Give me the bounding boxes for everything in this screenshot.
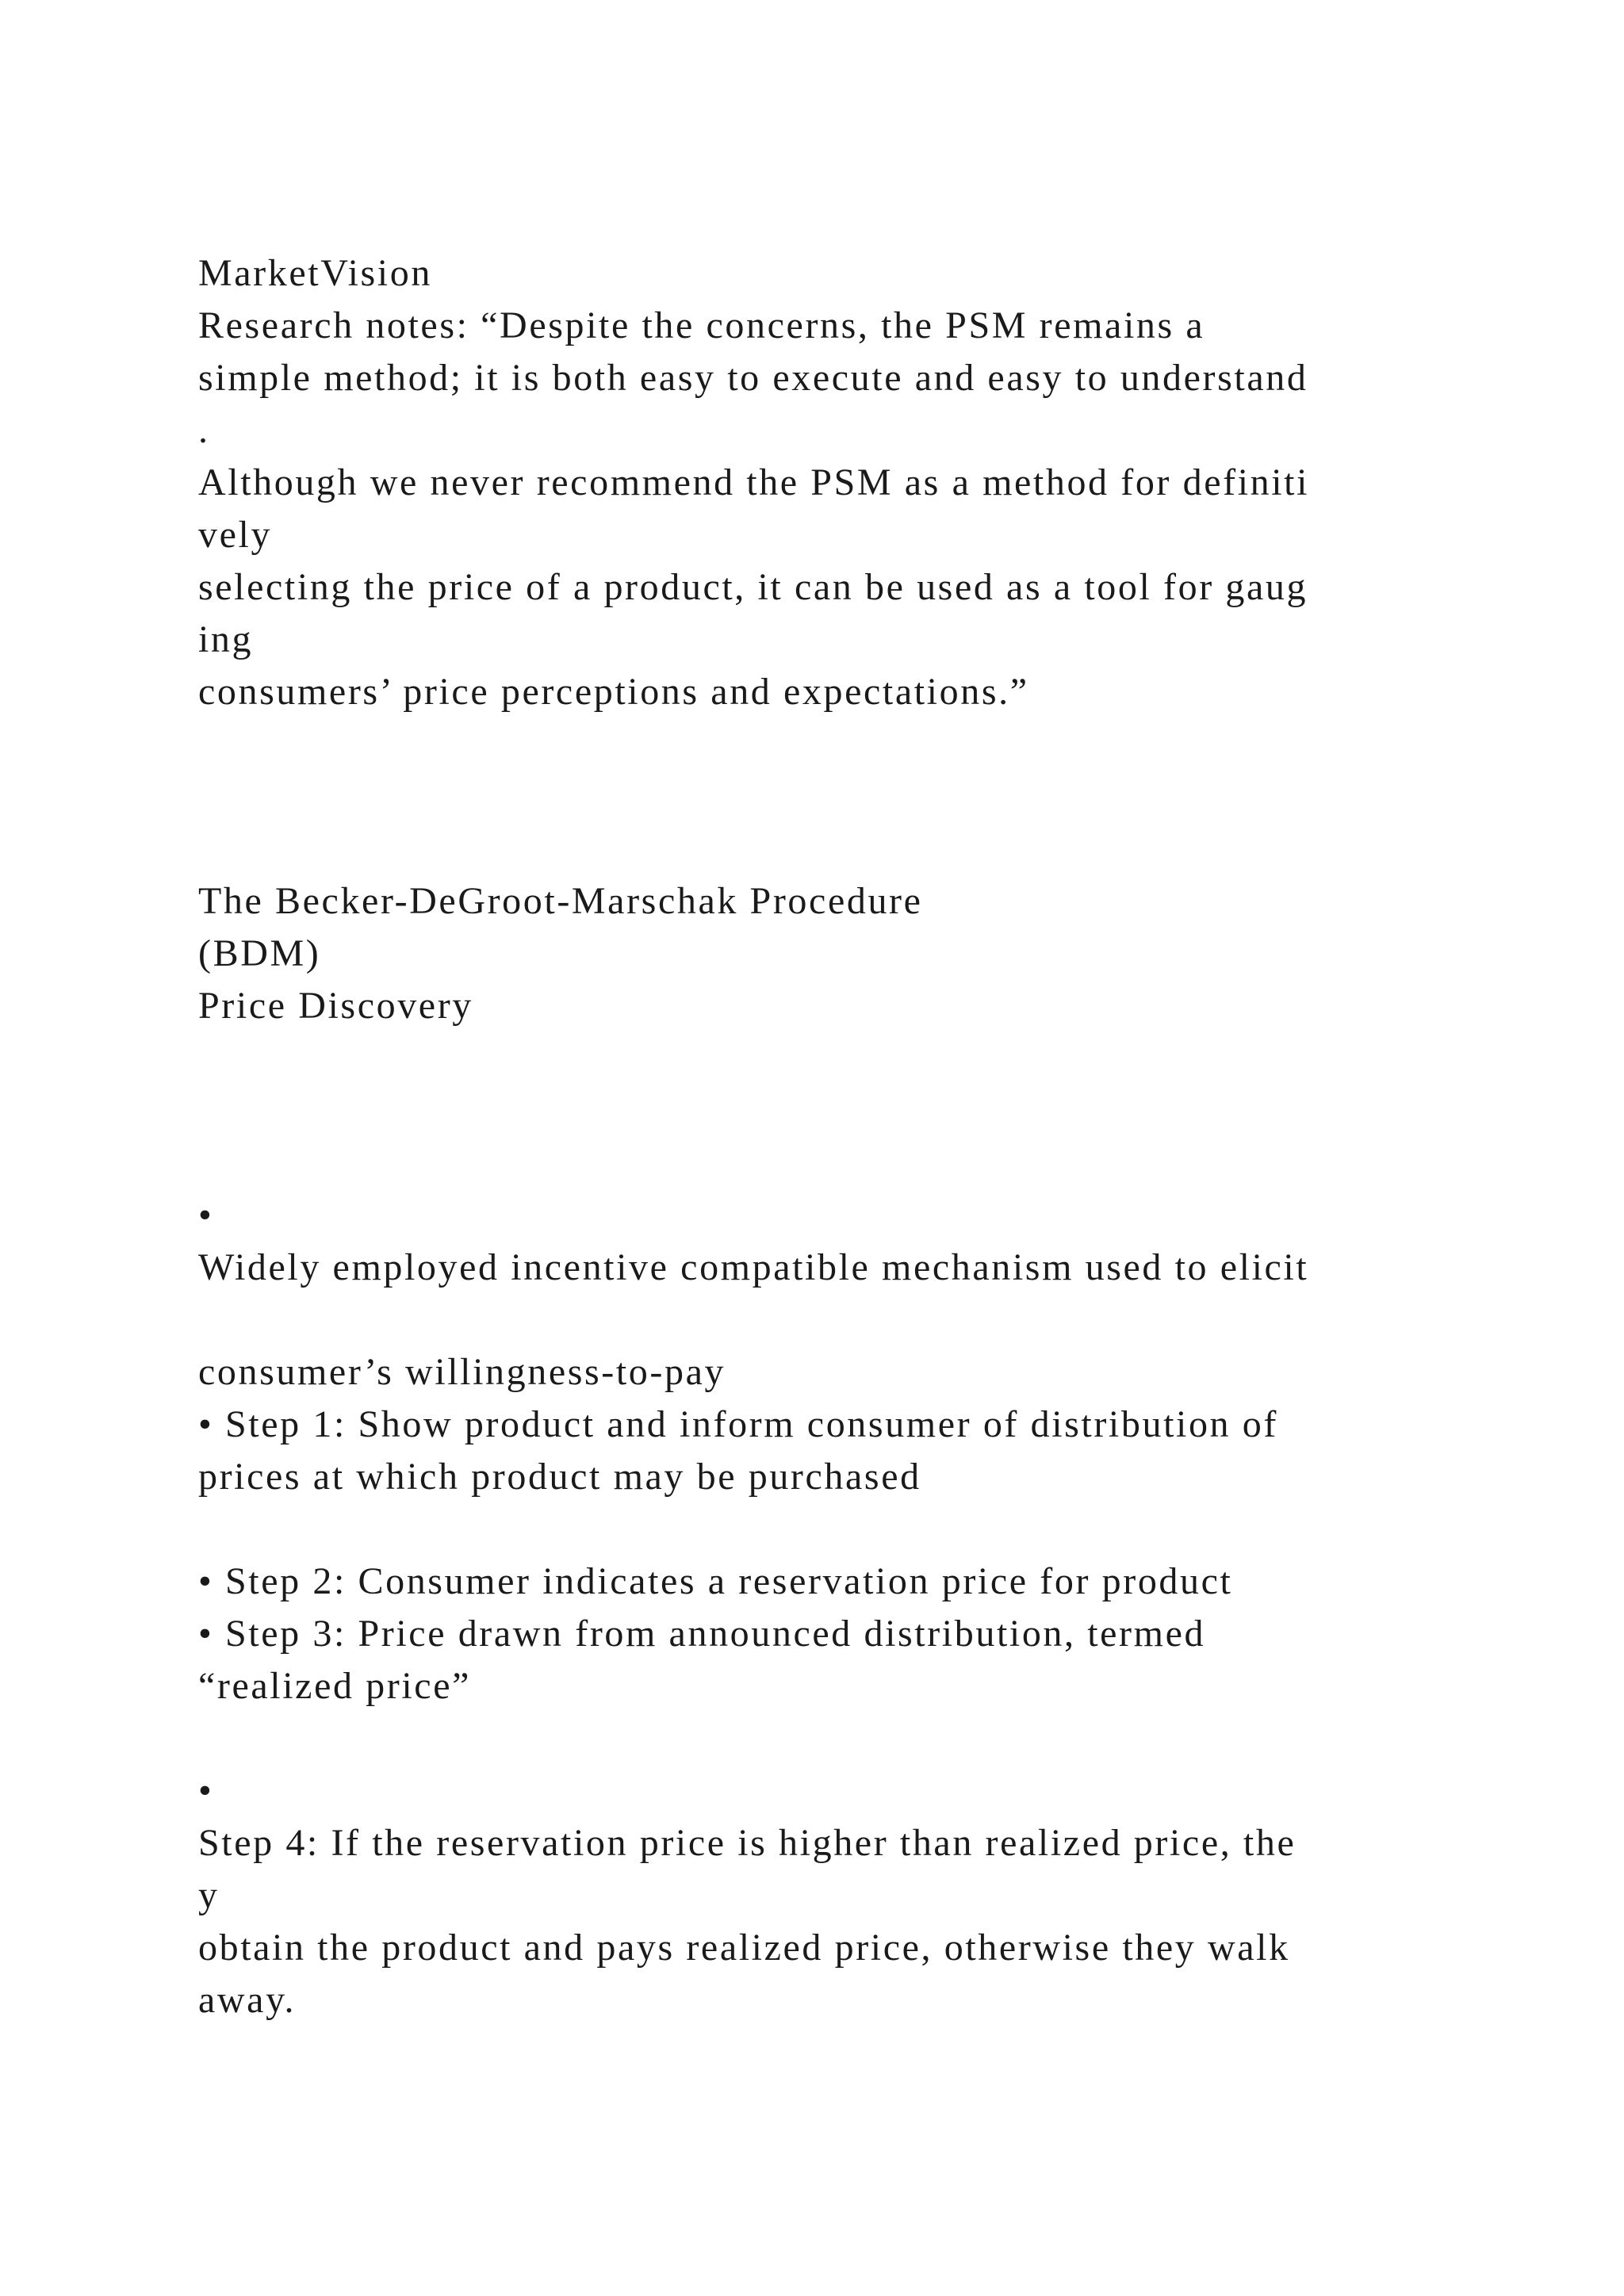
step-2-line: • Step 2: Consumer indicates a reservation price for product	[198, 1560, 1233, 1602]
doc-line: “realized price”	[198, 1665, 472, 1707]
doc-heading-bdm: The Becker-DeGroot-Marschak Procedure	[198, 880, 923, 922]
doc-line: Research notes: “Despite the concerns, the PSM remains a	[198, 304, 1205, 346]
doc-line: Widely employed incentive compatible mechanism used to elicit	[198, 1246, 1309, 1288]
doc-line: prices at which product may be purchased	[198, 1456, 921, 1498]
doc-line: vely	[198, 514, 273, 556]
step-3-line: • Step 3: Price drawn from announced distribution, termed	[198, 1613, 1206, 1655]
doc-line: selecting the price of a product, it can be used as a tool for gaug	[198, 566, 1308, 608]
doc-line: consumer’s willingness-to-pay	[198, 1351, 726, 1393]
step-4-line: Step 4: If the reservation price is higher than realized price, the	[198, 1822, 1297, 1864]
doc-line: y	[198, 1874, 220, 1916]
step-1-line: • Step 1: Show product and inform consumer of distribution of	[198, 1403, 1278, 1445]
doc-heading-bdm-abbrev: (BDM)	[198, 932, 321, 974]
doc-line: consumers’ price perceptions and expectations.”	[198, 671, 1029, 713]
doc-line: ing	[198, 618, 254, 660]
doc-line: .	[198, 409, 210, 451]
bullet-marker: •	[198, 1770, 214, 1812]
doc-line: obtain the product and pays realized price, otherwise they walk	[198, 1927, 1290, 1969]
bullet-marker: •	[198, 1194, 214, 1236]
doc-heading-price-discovery: Price Discovery	[198, 985, 473, 1027]
doc-heading-marketvision: MarketVision	[198, 252, 432, 294]
doc-line: away.	[198, 1979, 297, 2021]
doc-line: simple method; it is both easy to execute and easy to understand	[198, 357, 1308, 399]
doc-line: Although we never recommend the PSM as a method for definiti	[198, 461, 1310, 503]
